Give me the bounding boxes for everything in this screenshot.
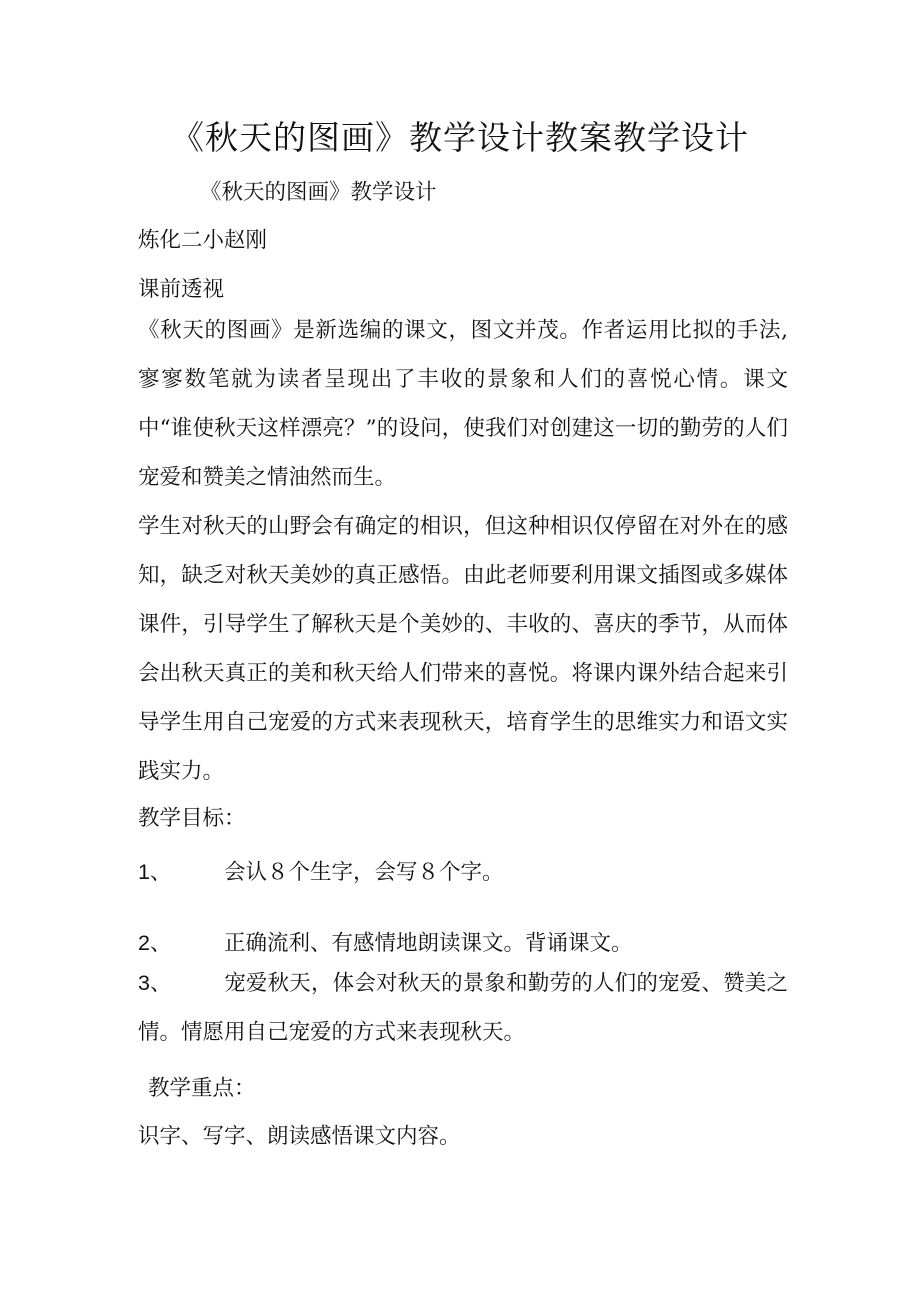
goal-text: 会认８个生字，会写８个字。 (224, 860, 504, 885)
goal-item-1 (138, 855, 504, 886)
author-line: 炼化二小赵刚 (138, 228, 268, 253)
key-points-text: 识字、写字、朗读感悟课文内容。 (138, 1124, 461, 1149)
goal-item-2 (138, 926, 633, 957)
preview-paragraph-1: 《秋天的图画》是新选编的课文，图文并茂。作者运用比拟的手法,寥寥数笔就为读者呈现出了丰收的景象和人们的喜悦心情。课文中“谁使秋天这样漂亮？”的设问，使我们对创建这一切的勤劳的人们宠爱和赞美之情油然而生。 (138, 318, 788, 490)
preview-paragraph-2: 学生对秋天的山野会有确定的相识，但这种相识仅停留在对外在的感知，缺乏对秋天美妙的真正感悟。由此老师要利用课文插图或多媒体课件，引导学生了解秋天是个美妙的、丰收的、喜庆的季节，从而体会出秋天真正的美和秋天给人们带来的喜悦。将课内课外结合起来引导学生用自己宠爱的方式来表现秋天，培育学生的思维实力和语文实践实力。 (138, 514, 788, 784)
key-points-heading: 教学重点： (148, 1076, 256, 1101)
goal-text: 宠爱秋天，体会对秋天的景象和勤劳的人们的宠爱、赞美之情。情愿用自己宠爱的方式来表现秋天。 (138, 971, 788, 1045)
document-subtitle: 《秋天的图画》教学设计 (200, 180, 437, 205)
document-title: 《秋天的图画》教学设计教案教学设计 (171, 118, 749, 157)
goal-number: 2、 (138, 931, 172, 955)
goal-number: 3、 (138, 971, 172, 995)
goal-text: 正确流利、有感情地朗读课文。背诵课文。 (224, 931, 633, 956)
goal-item-3 (138, 959, 788, 1057)
goal-number: 1、 (138, 860, 172, 884)
goals-heading: 教学目标： (138, 806, 246, 831)
section-preview-heading: 课前透视 (138, 277, 225, 302)
